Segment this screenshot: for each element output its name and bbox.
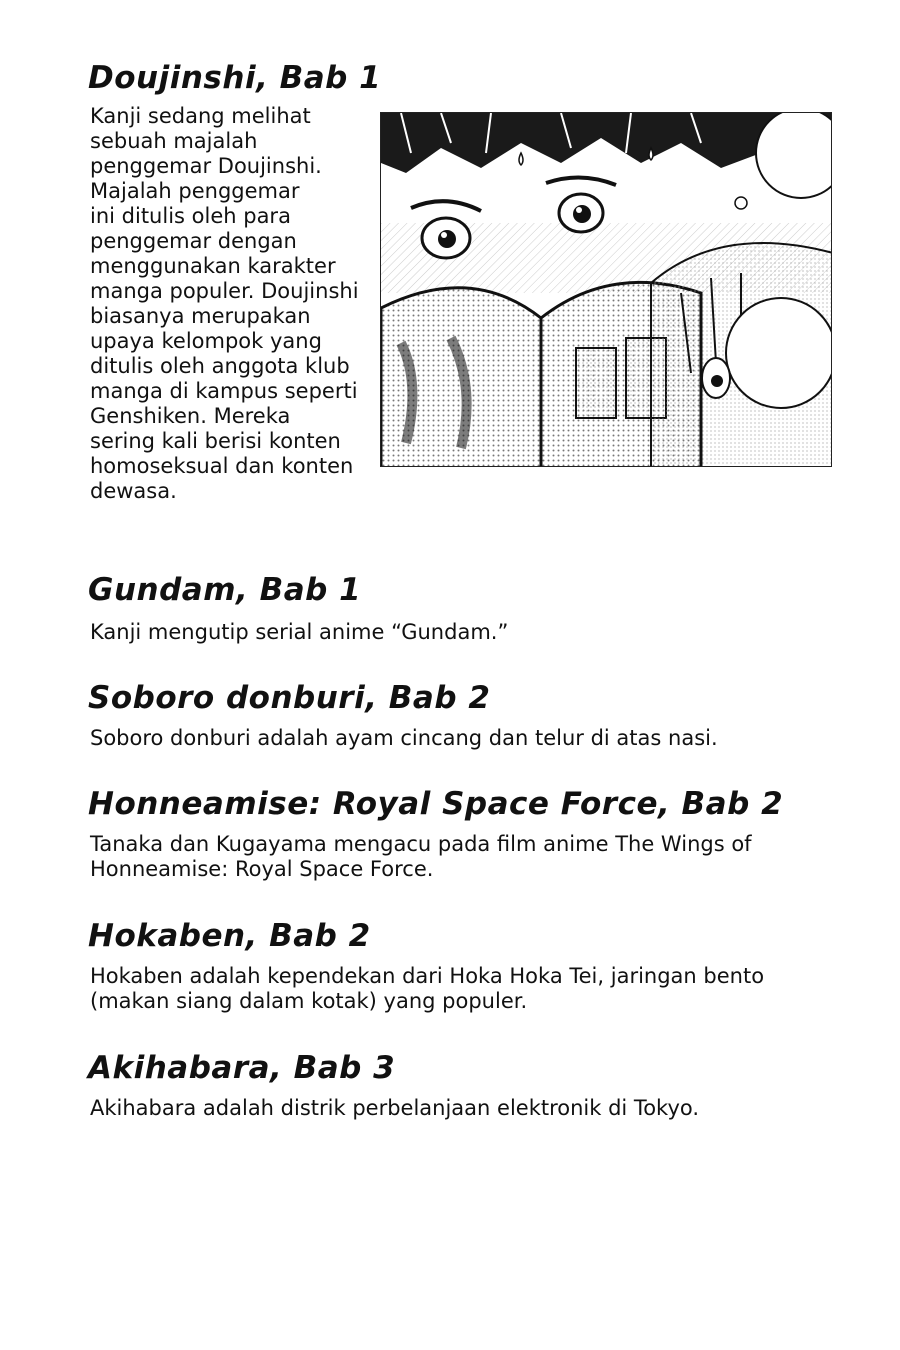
akihabara-description — [90, 1096, 699, 1121]
text-line: Majalah penggemar — [90, 179, 300, 203]
text-line: ditulis oleh anggota klub — [90, 354, 350, 378]
heading-soboro-donburi: Soboro donburi, Bab 2 — [88, 680, 491, 716]
gundam-description — [90, 620, 508, 645]
heading-akihabara: Akihabara, Bab 3 — [88, 1050, 396, 1086]
text-line: Hokaben adalah kependekan dari Hoka Hoka Tei, jaringan bento — [90, 964, 765, 988]
text-line: Honneamise: Royal Space Force. — [90, 857, 434, 881]
text-line: Kanji sedang melihat — [90, 104, 311, 128]
honneamise-description — [90, 832, 752, 882]
text-line: sebuah majalah — [90, 129, 258, 153]
doujinshi-description — [90, 104, 380, 504]
text-line: biasanya merupakan — [90, 304, 311, 328]
text-line: Kanji mengutip serial anime “Gundam.” — [90, 620, 509, 644]
heading-honneamise: Honneamise: Royal Space Force, Bab 2 — [88, 786, 784, 822]
hokaben-description — [90, 964, 764, 1014]
text-line: Akihabara adalah distrik perbelanjaan elektronik di Tokyo. — [90, 1096, 700, 1120]
text-line: Genshiken. Mereka — [90, 404, 291, 428]
text-line: manga populer. Doujinshi — [90, 279, 359, 303]
text-line: manga di kampus seperti — [90, 379, 358, 403]
text-line: penggemar dengan — [90, 229, 297, 253]
text-line: menggunakan karakter — [90, 254, 336, 278]
heading-doujinshi: Doujinshi, Bab 1 — [88, 60, 382, 96]
text-line: homoseksual dan konten — [90, 454, 354, 478]
heading-hokaben: Hokaben, Bab 2 — [88, 918, 371, 954]
text-line: penggemar Doujinshi. — [90, 154, 322, 178]
text-line: (makan siang dalam kotak) yang populer. — [90, 989, 528, 1013]
text-line: ini ditulis oleh para — [90, 204, 291, 228]
text-line: dewasa. — [90, 479, 177, 503]
manga-panel-illustration — [380, 112, 832, 467]
heading-gundam: Gundam, Bab 1 — [88, 572, 362, 608]
text-line: upaya kelompok yang — [90, 329, 322, 353]
text-line: Soboro donburi adalah ayam cincang dan telur di atas nasi. — [90, 726, 718, 750]
text-line: sering kali berisi konten — [90, 429, 341, 453]
soboro-donburi-description — [90, 726, 718, 751]
text-line: Tanaka dan Kugayama mengacu pada film anime The Wings of — [90, 832, 752, 856]
